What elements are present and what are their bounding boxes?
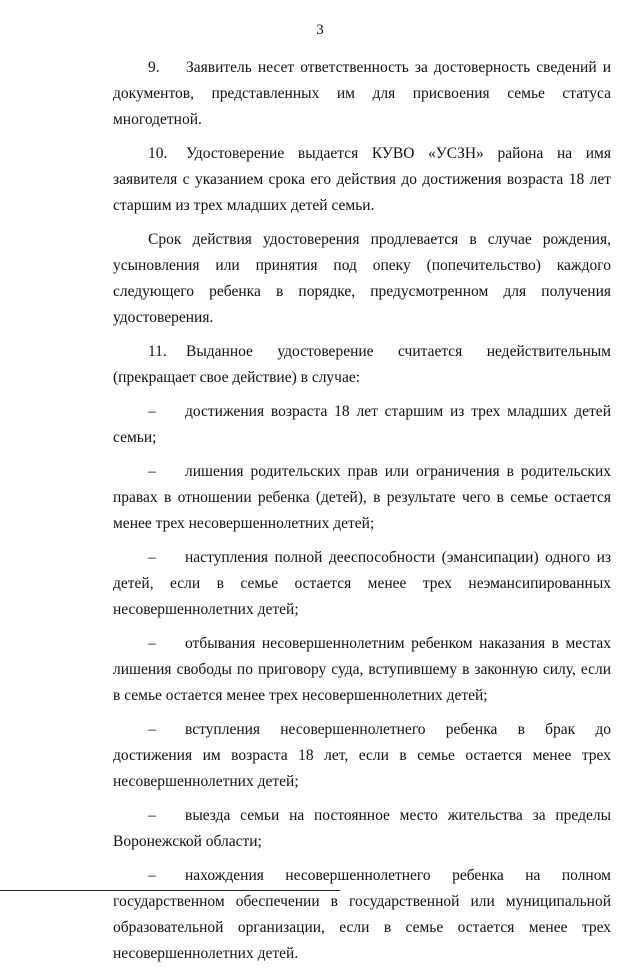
paragraph-9 <box>113 55 611 133</box>
list-item-dash <box>113 717 611 795</box>
dash-marker: – <box>148 403 156 420</box>
paragraph-11 <box>113 339 611 391</box>
dash-marker: – <box>148 867 156 884</box>
list-item-dash <box>113 631 611 709</box>
dash-marker: – <box>148 635 156 652</box>
list-item-dash <box>113 545 611 623</box>
item-number: 11. <box>148 343 167 360</box>
paragraph-10 <box>113 141 611 219</box>
paragraph-text: Удостоверение выдается КУВО «УСЗН» района на имя заявителя с указанием срока его действия до достижения возраста 18 лет старшим из трех младших детей семьи. <box>113 145 611 214</box>
footer-rule <box>0 890 340 891</box>
list-item-text: лишения родительских прав или ограничения в родительских правах в отношении ребенка (детей), в результате чего в семье остается менее трех несовершеннолетних детей; <box>113 463 611 532</box>
item-number: 9. <box>148 59 160 76</box>
list-item-dash <box>113 863 611 967</box>
paragraph-10-continuation <box>113 227 611 331</box>
dash-marker: – <box>148 807 156 824</box>
list-item-text: достижения возраста 18 лет старшим из трех младших детей семьи; <box>113 403 611 446</box>
dash-marker: – <box>148 463 156 480</box>
list-item-text: выезда семьи на постоянное место жительства за пределы Воронежской области; <box>113 807 611 850</box>
paragraph-text: Срок действия удостоверения продлевается в случае рождения, усыновления или принятия под опеку (попечительство) каждого следующего ребенка в порядке, предусмотренном для получения удостоверения. <box>113 231 611 326</box>
list-item-text: отбывания несовершеннолетним ребенком наказания в местах лишения свободы по приговору суда, вступившему в законную силу, если в семье остается менее трех несовершеннолетних детей; <box>113 635 611 704</box>
page-number: 3 <box>316 22 324 38</box>
list-item-dash <box>113 399 611 451</box>
list-item-text: вступления несовершеннолетнего ребенка в брак до достижения им возраста 18 лет, если в семье остается менее трех несовершеннолетних детей; <box>113 721 611 790</box>
document-body <box>113 55 611 975</box>
list-item-dash <box>113 803 611 855</box>
item-number: 10. <box>148 145 168 162</box>
list-item-text: наступления полной дееспособности (эмансипации) одного из детей, если в семье остается менее трех неэмансипированных несовершеннолетних детей; <box>113 549 611 618</box>
list-item-dash <box>113 459 611 537</box>
paragraph-text: Заявитель несет ответственность за достоверность сведений и документов, представленных им для присвоения семье статуса многодетной. <box>113 59 611 128</box>
dash-marker: – <box>148 549 156 566</box>
paragraph-text: Выданное удостоверение считается недействительным (прекращает свое действие) в случае: <box>113 343 611 386</box>
dash-marker: – <box>148 721 156 738</box>
list-item-text: нахождения несовершеннолетнего ребенка на полном государственном обеспечении в государственной или муниципальной образовательной организации, если в семье остается менее трех несовершеннолетних детей. <box>113 867 611 962</box>
